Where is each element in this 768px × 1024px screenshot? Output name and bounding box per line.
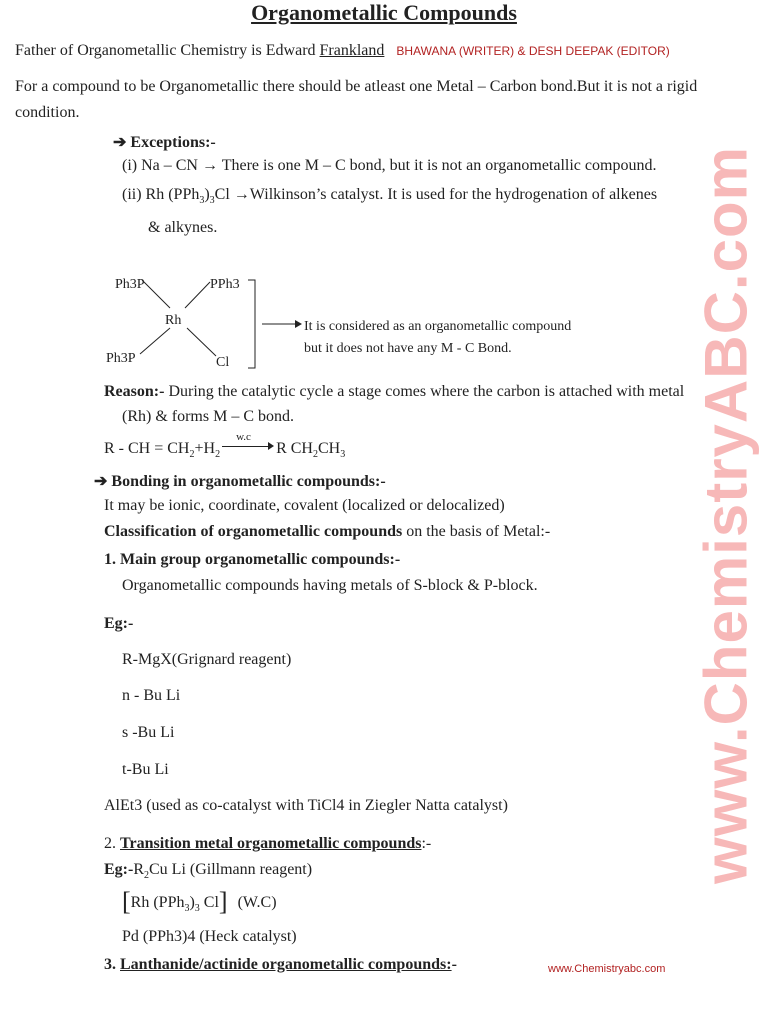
note-arrow-head [295, 320, 302, 328]
exceptions-label: Exceptions:- [130, 134, 216, 151]
reason-line-2: (Rh) & forms M – C bond. [122, 408, 294, 425]
exception-item-1: (i) Na – CN → There is one M – C bond, but it is not an organometallic compound. [122, 157, 657, 174]
right-arrow-icon: ➔ [94, 473, 108, 490]
eg-label: Eg:- [104, 615, 134, 632]
bonding-heading: ➔ Bonding in organometallic compounds:- [94, 473, 386, 490]
wilkinson-structure-diagram [100, 268, 600, 378]
author-credit: BHAWANA (WRITER) & DESH DEEPAK (EDITOR) [396, 44, 670, 58]
heck-line: Pd (PPh3)4 (Heck catalyst) [122, 928, 297, 945]
alet3-line: AlEt3 (used as co-catalyst with TiCl4 in Ziegler Natta catalyst) [104, 797, 508, 814]
father-text: Father of Organometallic Chemistry is Edward [15, 42, 320, 59]
transition-heading: 2. Transition metal organometallic compounds:- [104, 835, 432, 852]
reaction-arrow: w.c [222, 437, 274, 453]
bond-tr [185, 282, 210, 308]
bond-br [187, 328, 216, 356]
exception-item-2-cont: & alkynes. [148, 219, 218, 236]
exceptions-heading [113, 132, 216, 152]
reason-label: Reason:- [104, 383, 165, 400]
intro-line-2: condition. [15, 104, 80, 121]
ligand-br: Cl [216, 355, 230, 370]
classification-line: Classification of organometallic compounds on the basis of Metal:- [104, 523, 551, 540]
ligand-bl: Ph3P [106, 351, 136, 366]
ligand-tr: PPh3 [210, 277, 240, 292]
hydrogenation-reaction: R - CH = $CH_2+H_2$ w.c R $CH_2CH_3$ [104, 431, 346, 461]
diagram-note-2: but it does not have any M - C Bond. [304, 341, 512, 356]
gillmann-line: $Eg:-R_2Cu$ Li (Gillmann reagent) [104, 861, 313, 882]
bond-bl [140, 328, 170, 354]
bond-tl [142, 280, 170, 308]
example-item: R-MgX(Grignard reagent) [122, 651, 292, 668]
reason-line-1: Reason:- During the catalytic cycle a stage comes where the carbon is attached with metal [104, 383, 685, 400]
page-title: Organometallic Compounds [251, 0, 517, 25]
example-item: n - Bu Li [122, 687, 181, 704]
ligand-tl: Ph3P [115, 277, 145, 292]
intro-line-1: For a compound to be Organometallic there should be atleast one Metal – Carbon bond.But it is not a rigid [15, 78, 698, 95]
example-item: s -Bu Li [122, 724, 175, 741]
frankland-name: Frankland [319, 42, 385, 59]
main-group-text: Organometallic compounds having metals of S-block & P-block. [122, 577, 538, 594]
father-line [15, 42, 670, 60]
footer-website-link[interactable]: www.Chemistryabc.com [548, 963, 666, 975]
diagram-note-1: It is considered as an organometallic compound [304, 319, 572, 334]
right-arrow-icon: ➔ [113, 134, 127, 151]
metal-center: Rh [165, 313, 182, 328]
main-group-heading: 1. Main group organometallic compounds:- [104, 551, 401, 568]
bonding-text: It may be ionic, coordinate, covalent (localized or delocalized) [104, 497, 505, 514]
wilkinson-formula: [Rh $(PPh_3)_3$ Cl] (W.C) [122, 887, 277, 916]
website-watermark: www.ChemistryABC.com [692, 146, 760, 884]
complex-bracket [248, 280, 255, 368]
example-item: t-Bu Li [122, 761, 169, 778]
lanthanide-heading: 3. Lanthanide/actinide organometallic compounds:- [104, 956, 457, 973]
exception-item-2: (ii) Rh $(PPh_3)_3Cl$ →Wilkinson’s catalyst. It is used for the hydrogenation of alkenes [122, 186, 658, 207]
